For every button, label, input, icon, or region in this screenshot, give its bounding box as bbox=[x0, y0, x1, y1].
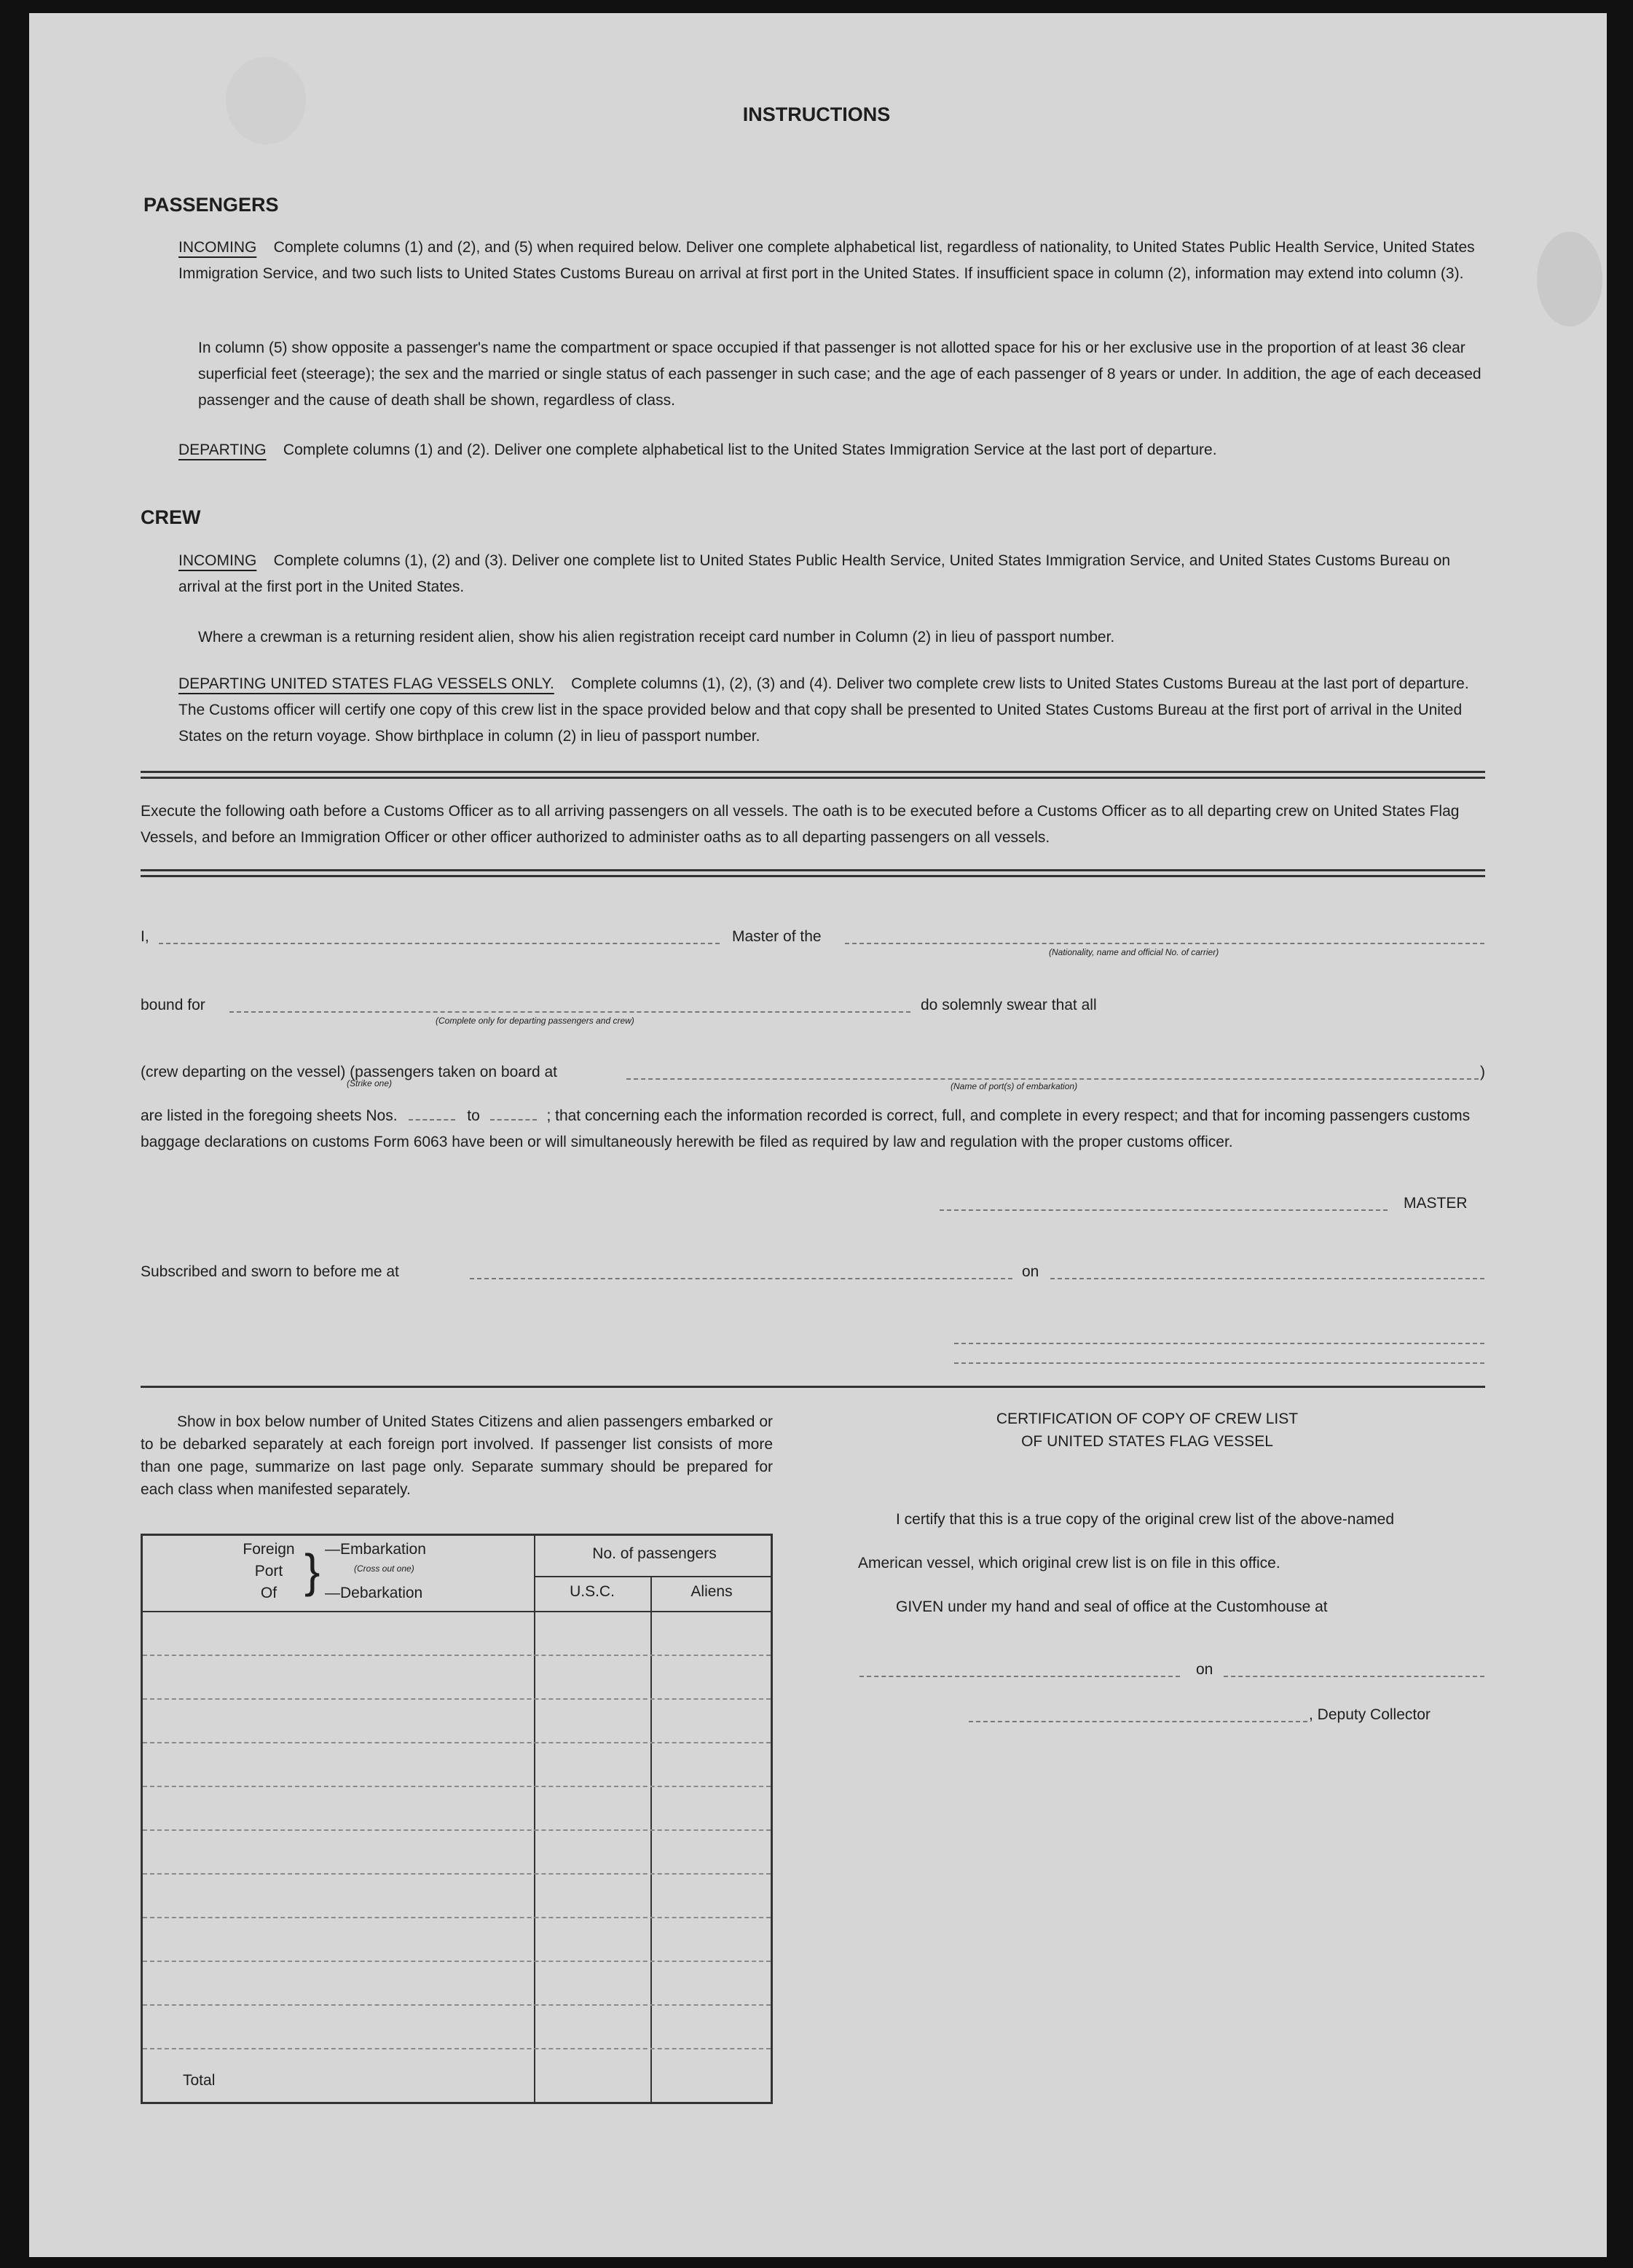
table-header-rule bbox=[143, 1611, 771, 1612]
listed-paragraph bbox=[141, 1103, 1485, 1155]
port-hint: (Name of port(s) of embarkation) bbox=[951, 1081, 1078, 1091]
table-subheader-rule bbox=[534, 1576, 771, 1577]
passengers-incoming-paragraph bbox=[178, 235, 1486, 287]
master-name-field[interactable] bbox=[159, 943, 720, 944]
instructions-title: INSTRUCTIONS bbox=[742, 103, 891, 125]
carrier-hint: (Nationality, name and official No. of carrier) bbox=[1049, 947, 1219, 957]
passengers-incoming-label: INCOMING bbox=[178, 239, 257, 256]
passengers-heading: PASSENGERS bbox=[143, 194, 279, 216]
brace-mark: } bbox=[304, 1545, 320, 1597]
embarkation-label: —Embarkation bbox=[325, 1541, 426, 1558]
passengers-departing-label: DEPARTING bbox=[178, 442, 267, 458]
crew-departing-paragraph bbox=[178, 671, 1486, 750]
passengers-departing-paragraph bbox=[178, 437, 1486, 463]
embarkation-port-field[interactable] bbox=[626, 1078, 1479, 1080]
sheet-from-field[interactable] bbox=[409, 1119, 455, 1121]
strike-one-text: (crew departing on the vessel) (passengers taken on board at bbox=[141, 1064, 557, 1080]
customhouse-field[interactable] bbox=[859, 1676, 1180, 1677]
total-label: Total bbox=[183, 2072, 216, 2089]
certification-date-field[interactable] bbox=[1224, 1676, 1484, 1677]
subscribed-date-field[interactable] bbox=[1050, 1278, 1484, 1279]
double-rule bbox=[141, 771, 1485, 779]
bound-for-hint: (Complete only for departing passengers and crew) bbox=[436, 1016, 634, 1026]
table-row[interactable] bbox=[143, 1655, 771, 1656]
crew-departing-label: DEPARTING UNITED STATES FLAG VESSELS ONLY. bbox=[178, 675, 554, 692]
certification-title-line-1: CERTIFICATION OF COPY OF CREW LIST bbox=[996, 1410, 1299, 1427]
double-rule bbox=[141, 869, 1485, 877]
crew-incoming-text-1: Complete columns (1), (2) and (3). Deliver one complete list to United States Public Health Service, United States Immigration Service, and United States Customs Bureau on arrival at the first port in the United States. bbox=[178, 552, 1451, 595]
crew-incoming-text-2: Where a crewman is a returning resident alien, show his alien registration receipt card number in Column (2) in lieu of passport number. bbox=[198, 629, 1115, 646]
aliens-header: Aliens bbox=[690, 1583, 733, 1600]
oath-i-label: I, bbox=[141, 928, 149, 945]
table-row[interactable] bbox=[143, 2004, 771, 2006]
cross-out-hint: (Cross out one) bbox=[354, 1563, 414, 1574]
sheet-to-field[interactable] bbox=[490, 1119, 537, 1121]
table-row[interactable] bbox=[143, 1698, 771, 1700]
carrier-field[interactable] bbox=[845, 943, 1484, 944]
certification-title-line-2: OF UNITED STATES FLAG VESSEL bbox=[1021, 1433, 1273, 1450]
on-label: on bbox=[1022, 1263, 1039, 1280]
subscribed-place-field[interactable] bbox=[470, 1278, 1012, 1279]
table-row[interactable] bbox=[143, 1917, 771, 1918]
certification-line-1: I certify that this is a true copy of the original crew list of the above-named bbox=[896, 1511, 1394, 1528]
debarkation-label: —Debarkation bbox=[325, 1585, 423, 1601]
bound-for-label: bound for bbox=[141, 997, 205, 1013]
foreign-port-of-header bbox=[240, 1539, 298, 1604]
table-row[interactable] bbox=[143, 1961, 771, 1962]
listed-prefix: are listed in the foregoing sheets Nos. bbox=[141, 1107, 398, 1124]
crew-heading: CREW bbox=[141, 506, 201, 528]
swear-label: do solemnly swear that all bbox=[921, 997, 1097, 1013]
section-rule bbox=[141, 1386, 1485, 1388]
certification-line-3: GIVEN under my hand and seal of office at the Customhouse at bbox=[896, 1598, 1328, 1615]
passengers-incoming-text-1: Complete columns (1) and (2), and (5) when required below. Deliver one complete alphabetical list, regardless of nationality, to United States Public Health Service, United States Immigration Service, and two such lists to United States Customs Bureau on arrival at first port in the United States. If insufficient space in column (2), information may extend into column (3). bbox=[178, 239, 1475, 282]
to-label: to bbox=[467, 1107, 480, 1124]
certification-line-2: American vessel, which original crew list is on file in this office. bbox=[858, 1555, 1280, 1571]
no-passengers-header: No. of passengers bbox=[592, 1545, 717, 1562]
usc-header: U.S.C. bbox=[570, 1583, 615, 1600]
passenger-summary-table bbox=[141, 1534, 773, 2104]
deputy-collector-label: , Deputy Collector bbox=[1309, 1706, 1431, 1723]
master-signature-field[interactable] bbox=[940, 1209, 1388, 1211]
table-row[interactable] bbox=[143, 1742, 771, 1743]
table-row[interactable] bbox=[143, 1786, 771, 1787]
table-row[interactable] bbox=[143, 2048, 771, 2049]
master-label: MASTER bbox=[1404, 1195, 1468, 1212]
passengers-incoming-text-2: In column (5) show opposite a passenger's name the compartment or space occupied if that passenger is not allotted space for his or her exclusive use in the proportion of at least 36 clear superficial feet (steerage); the sex and the married or single status of each passenger in such case; and the age of each passenger of 8 years or under. In addition, the age of each deceased passenger and the cause of death shall be shown, regardless of class. bbox=[198, 340, 1481, 409]
strike-one-hint: (Strike one) bbox=[347, 1078, 393, 1088]
table-row[interactable] bbox=[143, 1873, 771, 1875]
passengers-departing-text: Complete columns (1) and (2). Deliver one complete alphabetical list to the United States Immigration Service at the last port of departure. bbox=[283, 442, 1217, 458]
foreign-label: Foreign bbox=[243, 1541, 295, 1558]
crew-incoming-label: INCOMING bbox=[178, 552, 257, 569]
bleed-through-mark bbox=[226, 57, 306, 144]
crew-departing-text: Complete columns (1), (2), (3) and (4). Deliver two complete crew lists to United States Customs Bureau at the last port of departure. The Customs officer will certify one copy of this crew list in the space provided below and that copy shall be presented to United States Customs Bureau at the first port of arrival in the United States on the return voyage. Show birthplace in column (2) in lieu of passport number. bbox=[178, 675, 1469, 745]
of-label: Of bbox=[260, 1585, 278, 1601]
crew-incoming-paragraph bbox=[178, 548, 1486, 600]
bleed-through-mark bbox=[1537, 232, 1602, 326]
bound-for-field[interactable] bbox=[229, 1011, 910, 1013]
master-of-label: Master of the bbox=[732, 928, 822, 945]
officer-signature-field[interactable] bbox=[954, 1343, 1484, 1344]
table-column-divider bbox=[534, 1536, 535, 2102]
oath-instructions: Execute the following oath before a Customs Officer as to all arriving passengers on all vessels. The oath is to be executed before a Customs Officer as to all departing crew on United States Flag Vessels, and before an Immigration Officer or other officer authorized to administer oaths as to all departing passengers on all vessels. bbox=[141, 803, 1460, 846]
close-paren: ) bbox=[1480, 1064, 1485, 1080]
deputy-signature-field[interactable] bbox=[969, 1721, 1307, 1722]
certification-title bbox=[954, 1408, 1340, 1453]
officer-title-field[interactable] bbox=[954, 1362, 1484, 1364]
certification-on-label: on bbox=[1196, 1661, 1213, 1678]
port-label: Port bbox=[254, 1563, 283, 1580]
listed-text: ; that concerning each the information recorded is correct, full, and complete in every respect; and that for incoming passengers customs baggage declarations on customs Form 6063 have been or will simultaneously herewith be filed as required by law and regulation with the proper customs officer. bbox=[141, 1107, 1471, 1150]
table-row[interactable] bbox=[143, 1829, 771, 1831]
summary-instructions: Show in box below number of United States Citizens and alien passengers embarked or to be debarked separately at each foreign port involved. If passenger list consists of more than one page, summarize on last page only. Separate summary should be prepared for each class when manifested separately. bbox=[141, 1413, 773, 1498]
subscribed-label: Subscribed and sworn to before me at bbox=[141, 1263, 399, 1280]
